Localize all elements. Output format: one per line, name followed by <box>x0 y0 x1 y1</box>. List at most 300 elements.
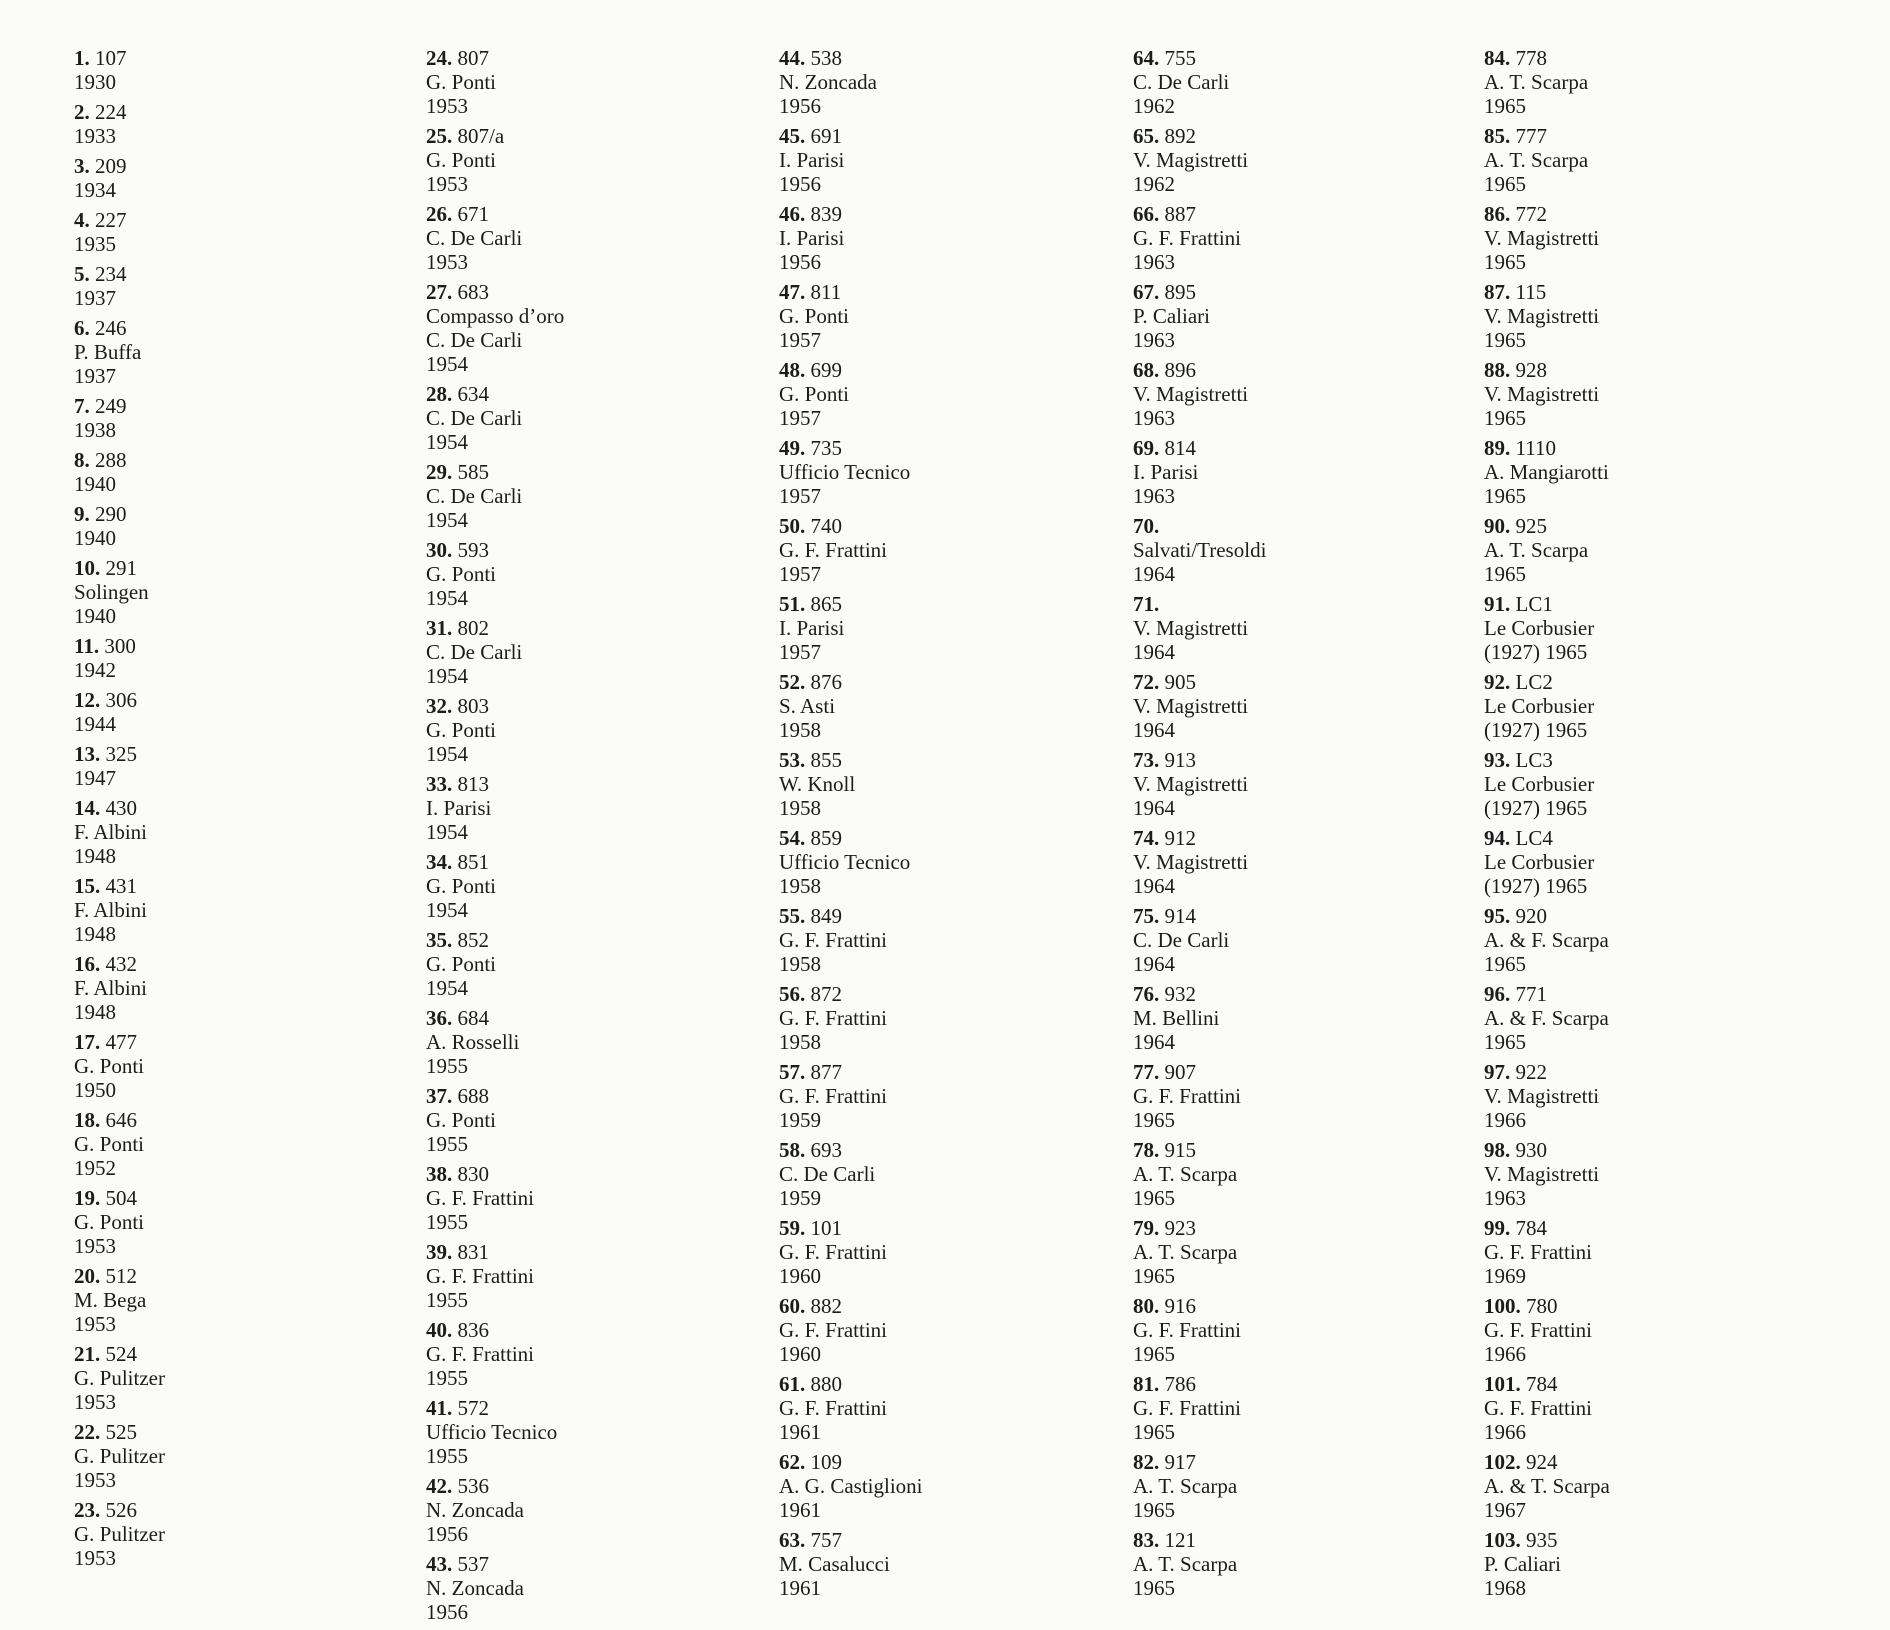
entry-model: 855 <box>810 748 842 772</box>
entry-model: 234 <box>95 262 127 286</box>
entry-number: 60 <box>779 1294 800 1318</box>
index-entry <box>426 1396 756 1468</box>
index-entry <box>1484 436 1814 508</box>
entry-number: 2 <box>74 100 85 124</box>
entry-heading: 18. 646 <box>74 1108 137 1132</box>
entry-model: 849 <box>810 904 842 928</box>
index-entry <box>74 1108 404 1180</box>
entry-detail: 1933 <box>74 124 116 148</box>
entry-detail: 1954 <box>426 820 468 844</box>
entry-model: 876 <box>810 670 842 694</box>
entry-heading: 96. 771 <box>1484 982 1547 1006</box>
entry-heading: 91. LC1 <box>1484 592 1553 616</box>
entry-model: 811 <box>810 280 842 304</box>
entry-model: 780 <box>1526 1294 1558 1318</box>
entry-detail: Le Corbusier <box>1484 616 1595 640</box>
entry-detail: I. Parisi <box>1133 460 1199 484</box>
entry-detail: 1957 <box>779 484 821 508</box>
entry-detail: 1958 <box>779 952 821 976</box>
entry-number: 64 <box>1133 46 1154 70</box>
entry-heading: 72. 905 <box>1133 670 1196 694</box>
entry-heading: 81. 786 <box>1133 1372 1196 1396</box>
entry-model: 246 <box>95 316 127 340</box>
entry-detail: I. Parisi <box>779 616 845 640</box>
entry-number: 22 <box>74 1420 95 1444</box>
entry-detail: N. Zoncada <box>426 1498 524 1522</box>
entry-number: 67 <box>1133 280 1154 304</box>
entry-number: 11 <box>74 634 94 658</box>
entry-model: 784 <box>1526 1372 1558 1396</box>
entry-heading: 12. 306 <box>74 688 137 712</box>
entry-number: 1 <box>74 46 85 70</box>
entry-number: 12 <box>74 688 95 712</box>
entry-number: 38 <box>426 1162 447 1186</box>
entry-number: 5 <box>74 262 85 286</box>
entry-heading: 26. 671 <box>426 202 489 226</box>
entry-heading: 60. 882 <box>779 1294 842 1318</box>
entry-detail: F. Albini <box>74 820 148 844</box>
entry-detail: A. & T. Scarpa <box>1484 1474 1610 1498</box>
entry-model: 671 <box>457 202 489 226</box>
index-entry <box>1484 592 1814 664</box>
entry-model: 851 <box>457 850 489 874</box>
entry-number: 86 <box>1484 202 1505 226</box>
entry-number: 63 <box>779 1528 800 1552</box>
index-entry <box>74 1342 404 1414</box>
entry-detail: 1959 <box>779 1108 821 1132</box>
entry-detail: 1965 <box>1484 484 1526 508</box>
entry-number: 14 <box>74 796 95 820</box>
index-entry <box>74 100 404 148</box>
index-entry <box>1133 280 1463 352</box>
index-entry <box>1484 202 1814 274</box>
entry-model: 477 <box>105 1030 137 1054</box>
entry-detail: G. Pulitzer <box>74 1444 165 1468</box>
entry-detail: 1940 <box>74 472 116 496</box>
entry-detail: 1930 <box>74 70 116 94</box>
entry-detail: C. De Carli <box>779 1162 876 1186</box>
entry-detail: 1966 <box>1484 1108 1526 1132</box>
entry-number: 44 <box>779 46 800 70</box>
entry-detail: 1952 <box>74 1156 116 1180</box>
entry-detail: V. Magistretti <box>1133 148 1249 172</box>
index-entry <box>779 592 1109 664</box>
entry-heading: 44. 538 <box>779 46 842 70</box>
entry-model: 778 <box>1515 46 1547 70</box>
entry-heading: 24. 807 <box>426 46 489 70</box>
entry-heading: 39. 831 <box>426 1240 489 1264</box>
entry-detail: A. T. Scarpa <box>1133 1474 1238 1498</box>
entry-heading: 11. 300 <box>74 634 136 658</box>
entry-number: 35 <box>426 928 447 952</box>
entry-detail: G. F. Frattini <box>1484 1318 1592 1342</box>
entry-heading: 43. 537 <box>426 1552 489 1576</box>
entry-number: 100 <box>1484 1294 1516 1318</box>
entry-detail: 1953 <box>74 1312 116 1336</box>
entry-model: 101 <box>810 1216 842 1240</box>
entry-detail: 1954 <box>426 742 468 766</box>
index-entry <box>779 202 1109 274</box>
entry-model: 224 <box>95 100 127 124</box>
entry-model: 922 <box>1515 1060 1547 1084</box>
entry-heading: 27. 683 <box>426 280 489 304</box>
entry-detail: 1968 <box>1484 1576 1526 1600</box>
entry-number: 90 <box>1484 514 1505 538</box>
index-entry <box>779 124 1109 196</box>
index-entry <box>74 262 404 310</box>
entry-detail: 1965 <box>1484 328 1526 352</box>
entry-detail: V. Magistretti <box>1133 772 1249 796</box>
index-entry <box>74 394 404 442</box>
entry-number: 10 <box>74 556 95 580</box>
entry-detail: Ufficio Tecnico <box>426 1420 558 1444</box>
entry-number: 56 <box>779 982 800 1006</box>
entry-detail: C. De Carli <box>426 226 523 250</box>
entry-heading: 65. 892 <box>1133 124 1196 148</box>
entry-model: 526 <box>105 1498 137 1522</box>
entry-detail: 1940 <box>74 604 116 628</box>
entry-detail: V. Magistretti <box>1484 304 1600 328</box>
entry-detail: G. Ponti <box>426 1108 497 1132</box>
entry-model: 306 <box>105 688 137 712</box>
index-entry <box>1484 1372 1814 1444</box>
entry-heading: 49. 735 <box>779 436 842 460</box>
entry-detail: G. Ponti <box>426 952 497 976</box>
entry-heading: 28. 634 <box>426 382 489 406</box>
entry-model: 757 <box>810 1528 842 1552</box>
entry-heading: 22. 525 <box>74 1420 137 1444</box>
entry-model: 895 <box>1164 280 1196 304</box>
entry-detail: G. F. Frattini <box>426 1186 534 1210</box>
index-entry <box>426 1474 756 1546</box>
index-entry <box>1133 358 1463 430</box>
entry-number: 19 <box>74 1186 95 1210</box>
entry-detail: I. Parisi <box>779 226 845 250</box>
entry-detail: M. Bega <box>74 1288 147 1312</box>
index-entry <box>74 1498 404 1570</box>
entry-number: 97 <box>1484 1060 1505 1084</box>
entry-heading: 36. 684 <box>426 1006 489 1030</box>
entry-detail: G. Ponti <box>74 1132 145 1156</box>
entry-heading: 86. 772 <box>1484 202 1547 226</box>
entry-model: 290 <box>95 502 127 526</box>
entry-model: 109 <box>810 1450 842 1474</box>
entry-number: 6 <box>74 316 85 340</box>
index-entry <box>1133 514 1463 586</box>
index-entry <box>1484 748 1814 820</box>
entry-detail: 1954 <box>426 976 468 1000</box>
entry-heading: 17. 477 <box>74 1030 137 1054</box>
entry-model: 916 <box>1164 1294 1196 1318</box>
index-entry <box>1133 592 1463 664</box>
entry-detail: 1958 <box>779 796 821 820</box>
entry-detail: F. Albini <box>74 898 148 922</box>
index-entry <box>426 382 756 454</box>
index-entry <box>1484 514 1814 586</box>
entry-heading: 1. 107 <box>74 46 127 70</box>
entry-model: 925 <box>1515 514 1547 538</box>
entry-detail: C. De Carli <box>426 328 523 352</box>
entry-heading: 59. 101 <box>779 1216 842 1240</box>
entry-detail: G. F. Frattini <box>1133 1396 1241 1420</box>
index-entry <box>74 688 404 736</box>
entry-detail: 1958 <box>779 1030 821 1054</box>
entry-model: 807 <box>457 46 489 70</box>
entry-number: 30 <box>426 538 447 562</box>
entry-detail: 1956 <box>779 172 821 196</box>
entry-model: 325 <box>105 742 137 766</box>
entry-detail: G. Ponti <box>779 304 850 328</box>
entry-model: 807/a <box>457 124 505 148</box>
entry-number: 8 <box>74 448 85 472</box>
entry-number: 79 <box>1133 1216 1154 1240</box>
index-entry <box>779 1294 1109 1366</box>
entry-detail: 1965 <box>1484 172 1526 196</box>
entry-detail: 1963 <box>1133 406 1175 430</box>
index-entry <box>1133 1528 1463 1600</box>
entry-detail: G. Ponti <box>426 718 497 742</box>
entry-model: 915 <box>1164 1138 1196 1162</box>
entry-model: 688 <box>457 1084 489 1108</box>
entry-model: 121 <box>1164 1528 1196 1552</box>
entry-model: 932 <box>1164 982 1196 1006</box>
index-entry <box>74 1264 404 1336</box>
entry-detail: M. Bellini <box>1133 1006 1220 1030</box>
entry-heading: 83. 121 <box>1133 1528 1196 1552</box>
entry-number: 54 <box>779 826 800 850</box>
entry-detail: Le Corbusier <box>1484 772 1595 796</box>
index-entry <box>1133 904 1463 976</box>
entry-number: 15 <box>74 874 95 898</box>
entry-heading: 52. 876 <box>779 670 842 694</box>
entry-model: 209 <box>95 154 127 178</box>
entry-heading: 40. 836 <box>426 1318 489 1342</box>
entry-number: 61 <box>779 1372 800 1396</box>
entry-detail: G. F. Frattini <box>426 1342 534 1366</box>
index-entry <box>74 634 404 682</box>
entry-detail: G. F. Frattini <box>1484 1396 1592 1420</box>
index-entry <box>1484 1216 1814 1288</box>
index-entry <box>426 460 756 532</box>
index-entry <box>779 982 1109 1054</box>
entry-model: 634 <box>457 382 489 406</box>
entry-number: 93 <box>1484 748 1505 772</box>
entry-detail: G. Ponti <box>74 1054 145 1078</box>
entry-detail: A. T. Scarpa <box>1484 70 1589 94</box>
entry-model: 227 <box>95 208 127 232</box>
entry-model: 431 <box>105 874 137 898</box>
entry-detail: G. Ponti <box>779 382 850 406</box>
entry-heading: 55. 849 <box>779 904 842 928</box>
entry-model: 802 <box>457 616 489 640</box>
entry-detail: 1954 <box>426 508 468 532</box>
entry-heading: 38. 830 <box>426 1162 489 1186</box>
entry-detail: P. Caliari <box>1484 1552 1561 1576</box>
entry-detail: 1953 <box>426 94 468 118</box>
entry-number: 74 <box>1133 826 1154 850</box>
entry-heading: 69. 814 <box>1133 436 1196 460</box>
entry-heading: 82. 917 <box>1133 1450 1196 1474</box>
entry-detail: 1965 <box>1133 1108 1175 1132</box>
entry-model: 735 <box>810 436 842 460</box>
entry-detail: C. De Carli <box>426 484 523 508</box>
entry-number: 99 <box>1484 1216 1505 1240</box>
index-entry <box>1484 124 1814 196</box>
entry-model: 430 <box>105 796 137 820</box>
entry-detail: (1927) 1965 <box>1484 718 1588 742</box>
entry-detail: V. Magistretti <box>1484 226 1600 250</box>
entry-detail: G. F. Frattini <box>426 1264 534 1288</box>
entry-model: 880 <box>810 1372 842 1396</box>
entry-number: 20 <box>74 1264 95 1288</box>
entry-model: 572 <box>457 1396 489 1420</box>
index-entry <box>779 670 1109 742</box>
entry-heading: 23. 526 <box>74 1498 137 1522</box>
entry-model: 839 <box>810 202 842 226</box>
entry-detail: 1963 <box>1133 328 1175 352</box>
entry-detail: Compasso d’oro <box>426 304 565 328</box>
entry-number: 82 <box>1133 1450 1154 1474</box>
entry-heading: 95. 920 <box>1484 904 1547 928</box>
entry-number: 71 <box>1133 592 1154 616</box>
entry-number: 68 <box>1133 358 1154 382</box>
entry-heading: 32. 803 <box>426 694 489 718</box>
entry-heading: 56. 872 <box>779 982 842 1006</box>
entry-number: 40 <box>426 1318 447 1342</box>
entry-detail: G. Ponti <box>74 1210 145 1234</box>
entry-detail: 1964 <box>1133 874 1175 898</box>
entry-detail: G. F. Frattini <box>1133 1318 1241 1342</box>
entry-detail: G. Pulitzer <box>74 1366 165 1390</box>
entry-detail: 1955 <box>426 1444 468 1468</box>
index-entry <box>779 46 1109 118</box>
entry-number: 70 <box>1133 514 1154 538</box>
entry-heading: 53. 855 <box>779 748 842 772</box>
entry-number: 57 <box>779 1060 800 1084</box>
entry-detail: 1955 <box>426 1132 468 1156</box>
entry-detail: A. G. Castiglioni <box>779 1474 923 1498</box>
entry-model: 536 <box>457 1474 489 1498</box>
entry-heading: 77. 907 <box>1133 1060 1196 1084</box>
index-entry <box>1133 436 1463 508</box>
entry-model: 249 <box>95 394 127 418</box>
entry-heading: 20. 512 <box>74 1264 137 1288</box>
entry-detail: G. Ponti <box>426 70 497 94</box>
entry-detail: Solingen <box>74 580 149 604</box>
entry-detail: 1954 <box>426 586 468 610</box>
entry-model: 512 <box>105 1264 137 1288</box>
index-entry <box>779 904 1109 976</box>
entry-heading: 19. 504 <box>74 1186 137 1210</box>
index-entry <box>426 928 756 1000</box>
entry-detail: A. T. Scarpa <box>1484 148 1589 172</box>
index-entry <box>779 1450 1109 1522</box>
entry-model: 813 <box>457 772 489 796</box>
entry-detail: 1955 <box>426 1366 468 1390</box>
entry-number: 78 <box>1133 1138 1154 1162</box>
entry-detail: 1948 <box>74 1000 116 1024</box>
entry-model: 683 <box>457 280 489 304</box>
index-entry <box>426 694 756 766</box>
entry-detail: 1953 <box>426 172 468 196</box>
entry-detail: C. De Carli <box>1133 70 1230 94</box>
entry-heading: 4. 227 <box>74 208 127 232</box>
entry-heading: 78. 915 <box>1133 1138 1196 1162</box>
entry-detail: 1937 <box>74 286 116 310</box>
entry-heading: 31. 802 <box>426 616 489 640</box>
entry-number: 76 <box>1133 982 1154 1006</box>
entry-number: 51 <box>779 592 800 616</box>
entry-heading: 89. 1110 <box>1484 436 1556 460</box>
entry-detail: 1969 <box>1484 1264 1526 1288</box>
entry-number: 28 <box>426 382 447 406</box>
entry-detail: 1955 <box>426 1054 468 1078</box>
entry-number: 26 <box>426 202 447 226</box>
entry-number: 25 <box>426 124 447 148</box>
entry-number: 18 <box>74 1108 95 1132</box>
index-entry <box>1484 1294 1814 1366</box>
entry-detail: C. De Carli <box>1133 928 1230 952</box>
index-entry <box>1484 1138 1814 1210</box>
index-entry <box>74 1420 404 1492</box>
entry-detail: G. F. Frattini <box>779 1006 887 1030</box>
entry-detail: G. Ponti <box>426 562 497 586</box>
entry-number: 91 <box>1484 592 1505 616</box>
entry-heading: 50. 740 <box>779 514 842 538</box>
entry-detail: 1964 <box>1133 640 1175 664</box>
index-entry <box>1133 826 1463 898</box>
entry-detail: 1965 <box>1133 1420 1175 1444</box>
index-entry <box>1484 280 1814 352</box>
index-entry <box>779 1216 1109 1288</box>
entry-detail: 1965 <box>1133 1498 1175 1522</box>
entry-model: 887 <box>1164 202 1196 226</box>
entry-model: 525 <box>105 1420 137 1444</box>
index-entry <box>74 316 404 388</box>
index-entry <box>779 358 1109 430</box>
entry-heading: 87. 115 <box>1484 280 1547 304</box>
entry-detail: G. F. Frattini <box>1484 1240 1592 1264</box>
index-entry <box>779 280 1109 352</box>
entry-model: 786 <box>1164 1372 1196 1396</box>
entry-detail: 1966 <box>1484 1420 1526 1444</box>
entry-model: 913 <box>1164 748 1196 772</box>
entry-heading: 68. 896 <box>1133 358 1196 382</box>
entry-model: 905 <box>1164 670 1196 694</box>
entry-heading: 76. 932 <box>1133 982 1196 1006</box>
entry-detail: 1962 <box>1133 172 1175 196</box>
entry-model: 872 <box>810 982 842 1006</box>
entry-model: 772 <box>1515 202 1547 226</box>
index-entry <box>779 514 1109 586</box>
entry-detail: 1955 <box>426 1288 468 1312</box>
entry-number: 53 <box>779 748 800 772</box>
entry-detail: 1935 <box>74 232 116 256</box>
entry-detail: 1964 <box>1133 796 1175 820</box>
entry-number: 83 <box>1133 1528 1154 1552</box>
entry-heading: 70. <box>1133 514 1160 538</box>
entry-detail: 1961 <box>779 1576 821 1600</box>
entry-heading: 67. 895 <box>1133 280 1196 304</box>
entry-number: 101 <box>1484 1372 1516 1396</box>
entry-detail: 1954 <box>426 352 468 376</box>
entry-number: 29 <box>426 460 447 484</box>
entry-detail: N. Zoncada <box>779 70 877 94</box>
entry-model: 1110 <box>1515 436 1556 460</box>
entry-model: 740 <box>810 514 842 538</box>
entry-number: 13 <box>74 742 95 766</box>
entry-model: 935 <box>1526 1528 1558 1552</box>
